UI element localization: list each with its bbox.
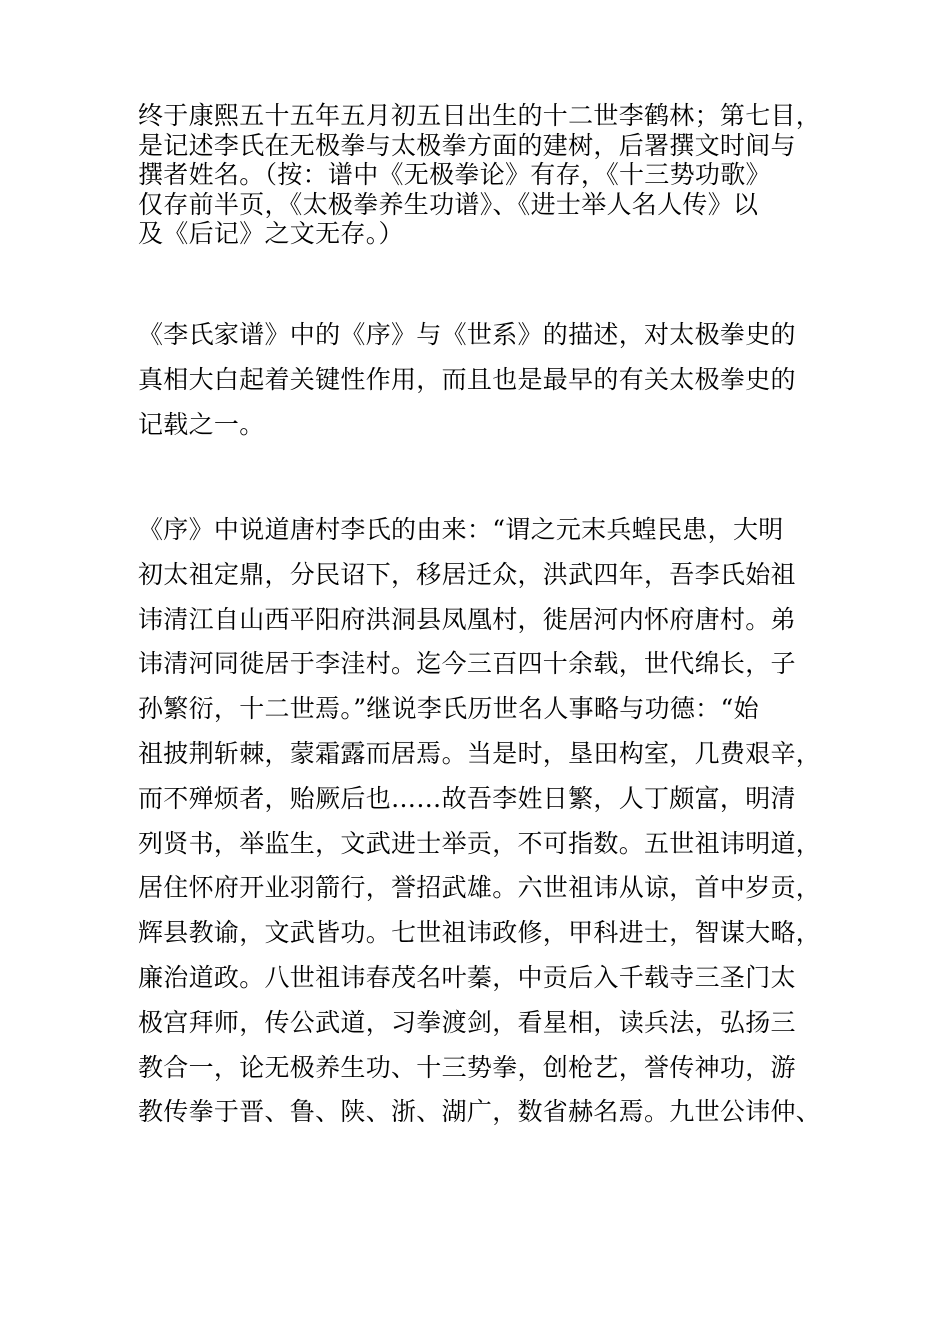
text-line: 讳清河同徙居于李洼村。迄今三百四十余载，世代绵长，子 <box>138 649 796 679</box>
text-line: 祖披荆斩棘，蒙霜露而居焉。当是时，垦田构室，几费艰辛， <box>138 738 822 768</box>
text-line: 孙繁衍，十二世焉。”继说李氏历世名人事略与功德：“始 <box>138 694 759 724</box>
text-line: 是记述李氏在无极拳与太极拳方面的建树，后署撰文时间与 <box>138 130 796 160</box>
text-line: 列贤书，举监生，文武进士举贡，不可指数。五世祖讳明道， <box>138 828 822 858</box>
text-line: 撰者姓名。（按：谱中《无极拳论》有存，《十三势功歌》 <box>138 160 771 189</box>
text-line: 而不殚烦者，贻厥后也……故吾李姓日繁，人丁颇富，明清 <box>138 783 796 813</box>
text-line: 教传拳于晋、鲁、陕、浙、湖广，数省赫名焉。九世公讳仲、 <box>138 1097 822 1127</box>
text-line: 记载之一。 <box>138 410 265 439</box>
text-line: 极宫拜师，传公武道，习拳渡剑，看星相，读兵法，弘扬三 <box>138 1007 796 1037</box>
text-line: 真相大白起着关键性作用，而且也是最早的有关太极拳史的 <box>138 365 796 394</box>
text-line: 初太祖定鼎，分民诏下，移居迁众，洪武四年，吾李氏始祖 <box>138 559 796 589</box>
paragraph-3 <box>138 508 828 1135</box>
text-line: 仅存前半页，《太极拳养生功谱》、《进士举人名人传》以 <box>138 189 759 219</box>
paragraph-2 <box>138 312 828 447</box>
text-line: 《李氏家谱》中的《序》与《世系》的描述，对太极拳史的 <box>138 320 796 349</box>
text-line: 讳清江自山西平阳府洪洞县凤凰村，徙居河内怀府唐村。弟 <box>138 604 796 634</box>
text-line: 终于康熙五十五年五月初五日出生的十二世李鹤林；第七目， <box>138 101 822 130</box>
text-line: 辉县教谕，文武皆功。七世祖讳政修，甲科进士，智谋大略， <box>138 918 822 948</box>
text-line: 教合一，论无极养生功、十三势拳，创枪艺，誉传神功，游 <box>138 1052 796 1082</box>
text-line: 《序》中说道唐村李氏的由来：“谓之元末兵蝗民患，大明 <box>138 515 784 544</box>
paragraph-1 <box>138 101 828 249</box>
text-line: 廉治道政。八世祖讳春茂名叶蓁，中贡后入千载寺三圣门太 <box>138 962 796 992</box>
text-line: 及《后记》之文无存。） <box>138 219 404 248</box>
text-line: 居住怀府开业羽箭行，誉招武雄。六世祖讳从谅，首中岁贡， <box>138 873 822 903</box>
